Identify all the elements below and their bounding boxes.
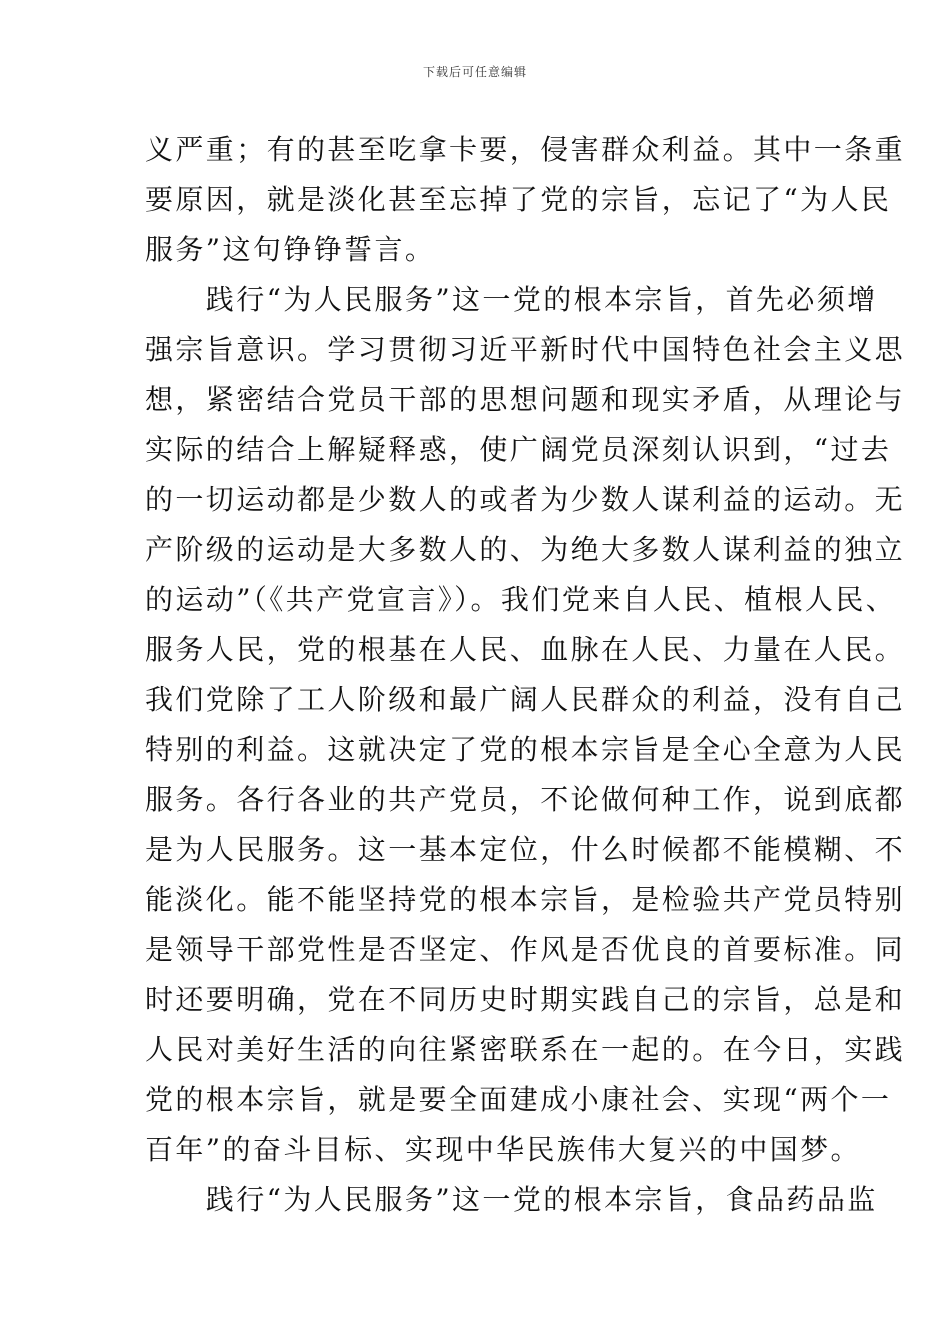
- text-line: 是为人民服务。这一基本定位，什么时候都不能模糊、不: [145, 833, 906, 866]
- page-header: 下载后可任意编辑: [422, 65, 527, 79]
- text-line: 的一切运动都是少数人的或者为少数人谋利益的运动。无: [145, 483, 906, 516]
- text-line: 能淡化。能不能坚持党的根本宗旨，是检验共产党员特别: [145, 883, 906, 916]
- text-line: 服务人民，党的根基在人民、血脉在人民、力量在人民。: [145, 633, 906, 666]
- document-body: [145, 125, 906, 1225]
- text-line: 我们党除了工人阶级和最广阔人民群众的利益，没有自己: [145, 683, 906, 716]
- text-line: 人民对美好生活的向往紧密联系在一起的。在今日，实践: [145, 1033, 906, 1066]
- text-line: 的运动”（《共产党宣言》）。我们党来自人民、植根人民、: [145, 583, 897, 616]
- text-line: 要原因，就是淡化甚至忘掉了党的宗旨，忘记了“为人民: [145, 183, 892, 216]
- text-line: 时还要明确，党在不同历史时期实践自己的宗旨，总是和: [145, 983, 906, 1016]
- text-line: 强宗旨意识。学习贯彻习近平新时代中国特色社会主义思: [145, 333, 906, 366]
- text-line: 百年”的奋斗目标、实现中华民族伟大复兴的中国梦。: [145, 1133, 861, 1166]
- text-line: 党的根本宗旨，就是要全面建成小康社会、实现“两个一: [145, 1083, 892, 1116]
- text-line: 义严重；有的甚至吃拿卡要，侵害群众利益。其中一条重: [145, 133, 906, 166]
- text-line: 服务。各行各业的共产党员，不论做何种工作，说到底都: [145, 783, 906, 816]
- text-line: 践行“为人民服务”这一党的根本宗旨，首先必须增: [145, 283, 878, 316]
- text-line: 产阶级的运动是大多数人的、为绝大多数人谋利益的独立: [145, 533, 906, 566]
- text-line: 特别的利益。这就决定了党的根本宗旨是全心全意为人民: [145, 733, 906, 766]
- text-line: 实际的结合上解疑释惑，使广阔党员深刻认识到，“过去: [145, 433, 892, 466]
- text-line: 服务”这句铮铮誓言。: [145, 233, 436, 266]
- text-line: 践行“为人民服务”这一党的根本宗旨，食品药品监: [145, 1183, 878, 1216]
- text-line: 想，紧密结合党员干部的思想问题和现实矛盾，从理论与: [145, 383, 906, 416]
- text-line: 是领导干部党性是否坚定、作风是否优良的首要标准。同: [145, 933, 906, 966]
